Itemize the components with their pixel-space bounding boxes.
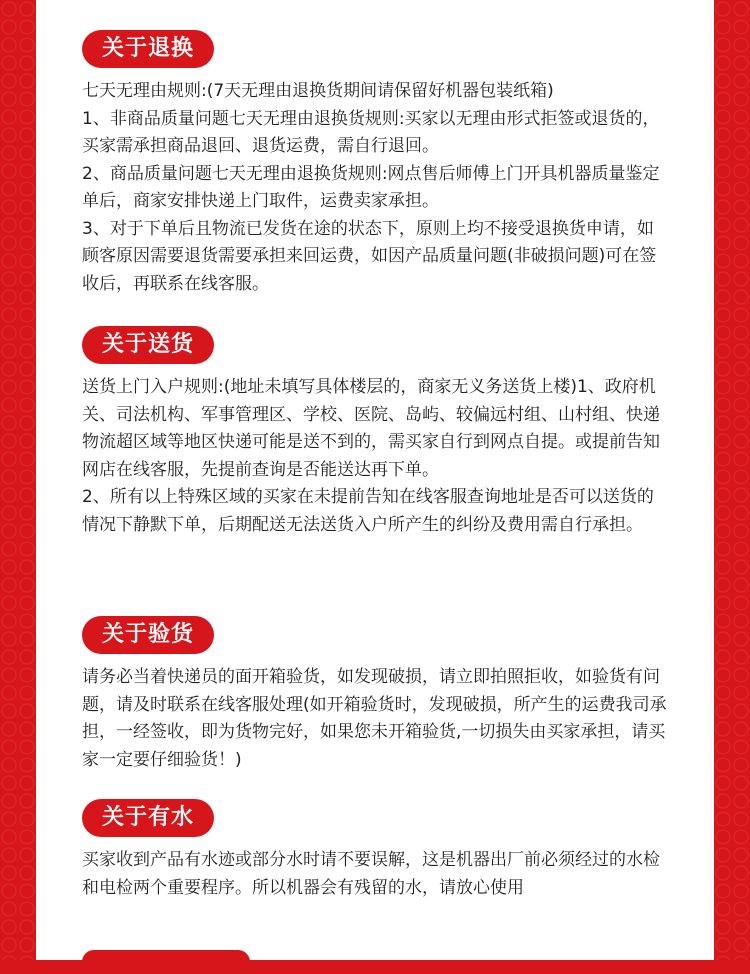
section-title: 关于有水	[82, 799, 214, 837]
paragraph: 七天无理由规则:(7天无理由退换货期间请保留好机器包装纸箱)	[82, 81, 554, 101]
paragraph: 送货上门入户规则:(地址未填写具体楼层的，商家无义务送货上楼)1、政府机关、司法机构、军事管理区、学校、医院、岛屿、较偏远村组、山村组、快递物流超区域等地区快递可能是送不到的，需买家自行到网点自提。或提前告知网店在线客服，先提前查询是否能送达再下单。	[82, 377, 660, 480]
paragraph: 2、所有以上特殊区域的买家在未提前告知在线客服查询地址是否可以送货的情况下静默下单，后期配送无法送货入户所产生的纠纷及费用需自行承担。	[82, 487, 654, 535]
section-title: 关于退换	[82, 30, 214, 68]
section-returns	[82, 30, 670, 298]
section-inspection	[82, 616, 670, 774]
paragraph: 请务必当着快递员的面开箱验货，如发现破损，请立即拍照拒收，如验货有问题，请及时联系在线客服处理(如开箱验货时，发现破损，所产生的运费我司承担，一经签收，即为货物完好，如果您未开箱验货,一切损失由买家承担，请买家一定要仔细验货！)	[82, 667, 667, 770]
right-border-decoration	[714, 0, 750, 960]
next-section-pill-partial	[82, 950, 250, 974]
section-title: 关于验货	[82, 616, 214, 654]
paragraph: 1、非商品质量问题七天无理由退换货规则:买家以无理由形式拒签或退货的，买家需承担商品退回、退货运费，需自行退回。	[82, 108, 660, 156]
section-title: 关于送货	[82, 326, 214, 364]
paragraph: 2、商品质量问题七天无理由退换货规则:网点售后师傅上门开具机器质量鉴定单后，商家安排快递上门取件，运费卖家承担。	[82, 163, 660, 211]
paragraph: 买家收到产品有水迹或部分水时请不要误解，这是机器出厂前必须经过的水检和电检两个重要程序。所以机器会有残留的水，请放心使用	[82, 850, 660, 898]
section-delivery	[82, 326, 670, 539]
paragraph: 3、对于下单后且物流已发货在途的状态下，原则上均不接受退换货申请，如顾客原因需要退货需要承担来回运费，如因产品质量问题(非破损问题)可在签收后，再联系在线客服。	[82, 218, 657, 294]
section-water	[82, 799, 670, 902]
left-border-decoration	[0, 0, 36, 960]
content-panel	[36, 0, 714, 960]
